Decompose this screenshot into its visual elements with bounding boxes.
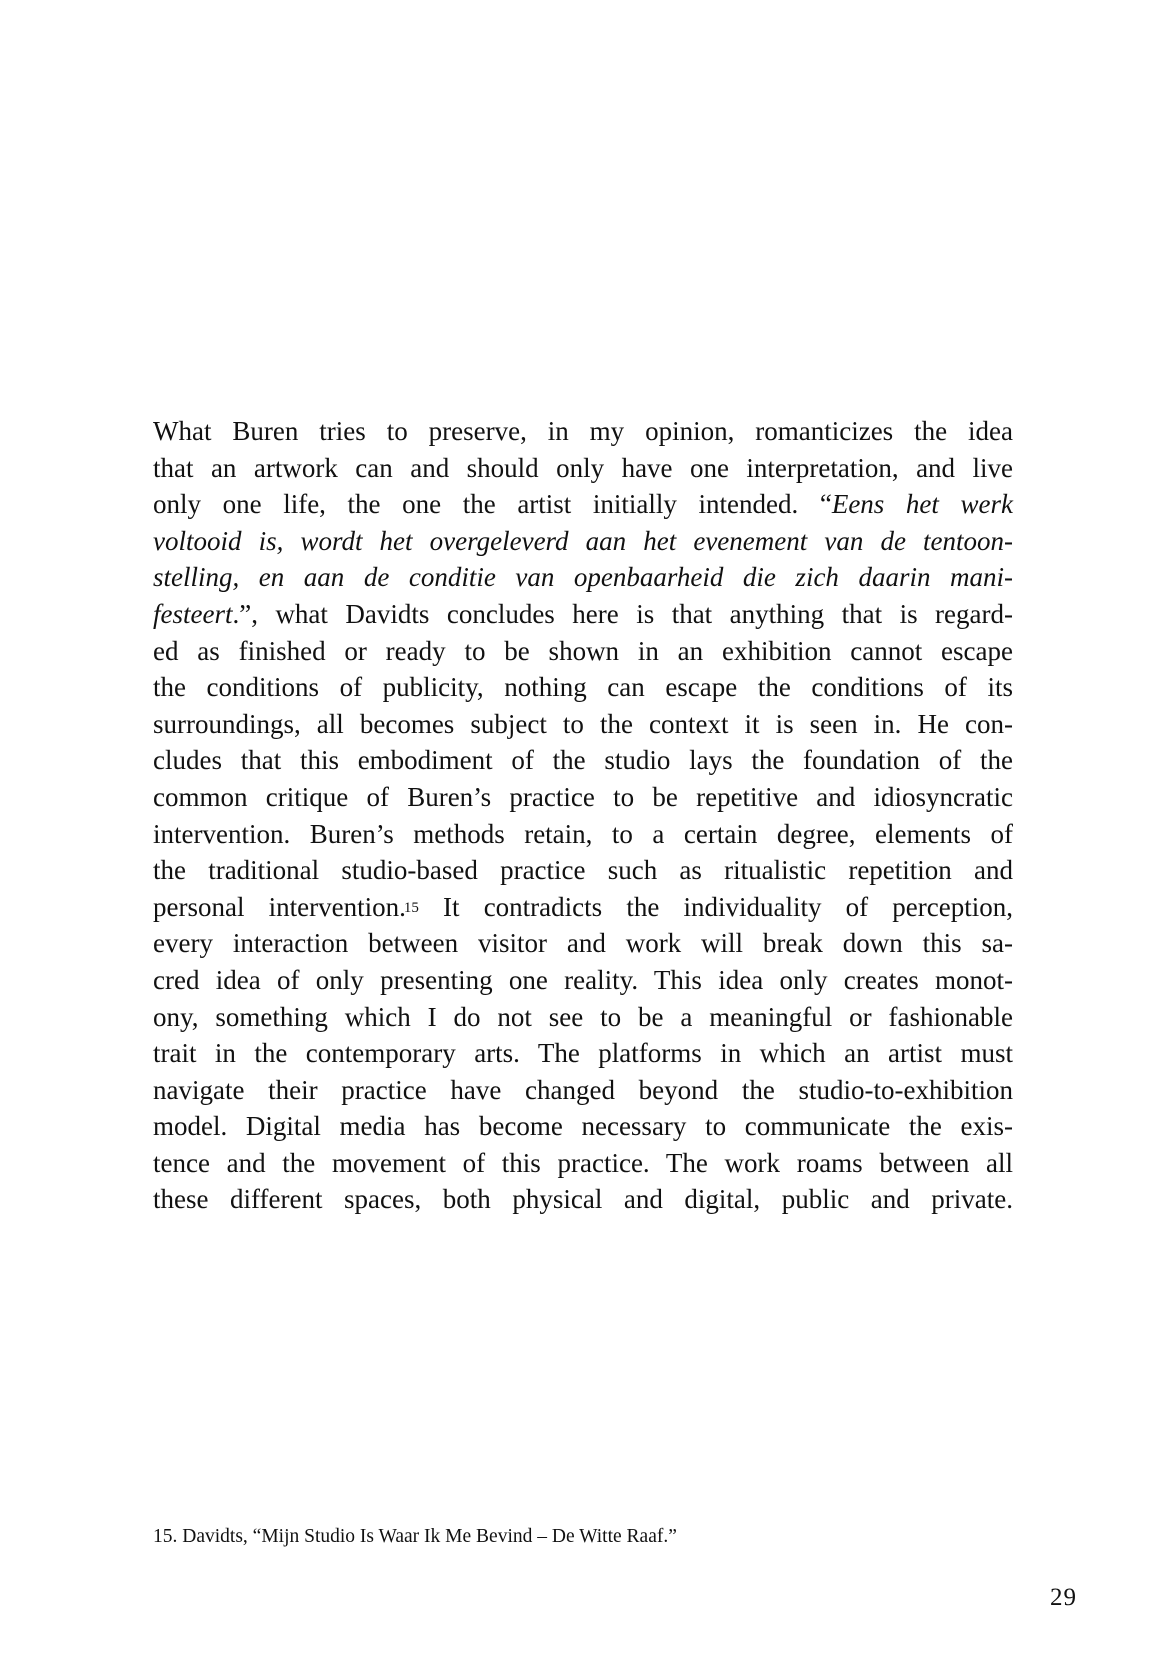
text-run: .”, what Davidts concludes here is that anything that is regard- (232, 598, 1013, 629)
text-line: these different spaces, both physical and digital, public and private. (153, 1184, 1013, 1215)
text-line: cred idea of only presenting one reality. This idea only creates monot- (153, 964, 1013, 995)
text-line: every interaction between visitor and work will break down this sa- (153, 928, 1013, 959)
text-line: intervention. Buren’s methods retain, to a certain degree, elements of (153, 818, 1013, 849)
text-line (153, 559, 1013, 596)
text-line: common critique of Buren’s practice to be repetitive and idiosyncratic (153, 781, 1013, 812)
text-line: What Buren tries to preserve, in my opinion, romanticizes the idea (153, 416, 1013, 446)
text-line (153, 486, 1013, 523)
text-line: cludes that this embodiment of the studio lays the foundation of the (153, 745, 1013, 776)
text-run: personal intervention. (153, 891, 406, 922)
footnote-reference: 15 (403, 899, 419, 916)
text-line (153, 596, 1013, 633)
text-line: trait in the contemporary arts. The platforms in which an artist must (153, 1038, 1013, 1069)
text-line: navigate their practice have changed beyond the studio-to-exhibition (153, 1074, 1013, 1105)
body-paragraph (153, 413, 1013, 1218)
quote-italic: voltooid is, wordt het overgeleverd aan het evenement van de tentoon- (153, 525, 1013, 556)
text-run: only one life, the one the artist initially intended. “ (153, 489, 832, 520)
text-line: ed as finished or ready to be shown in an exhibition cannot escape (153, 635, 1013, 666)
text-run: It contradicts the individuality of perception, (418, 891, 1013, 922)
text-line: that an artwork can and should only have one interpretation, and live (153, 452, 1013, 483)
text-line: ony, something which I do not see to be a meaningful or fashionable (153, 1001, 1013, 1032)
quote-italic: festeert (153, 598, 233, 629)
text-line: the traditional studio-based practice such as ritualistic repetition and (153, 855, 1013, 886)
text-line: model. Digital media has become necessary to communicate the exis- (153, 1111, 1013, 1142)
quote-italic: stelling, en aan de conditie van openbaarheid die zich daarin mani- (153, 562, 1013, 593)
text-line (153, 523, 1013, 560)
quote-italic: Eens het werk (831, 489, 1013, 520)
page-number: 29 (1050, 1584, 1077, 1611)
text-line: tence and the movement of this practice. The work roams between all (153, 1147, 1013, 1178)
text-line (153, 889, 1013, 926)
text-line: surroundings, all becomes subject to the context it is seen in. He con- (153, 708, 1013, 739)
footnote: 15. Davidts, “Mijn Studio Is Waar Ik Me Bevind – De Witte Raaf.” (153, 1526, 677, 1547)
text-line: the conditions of publicity, nothing can escape the conditions of its (153, 672, 1013, 703)
